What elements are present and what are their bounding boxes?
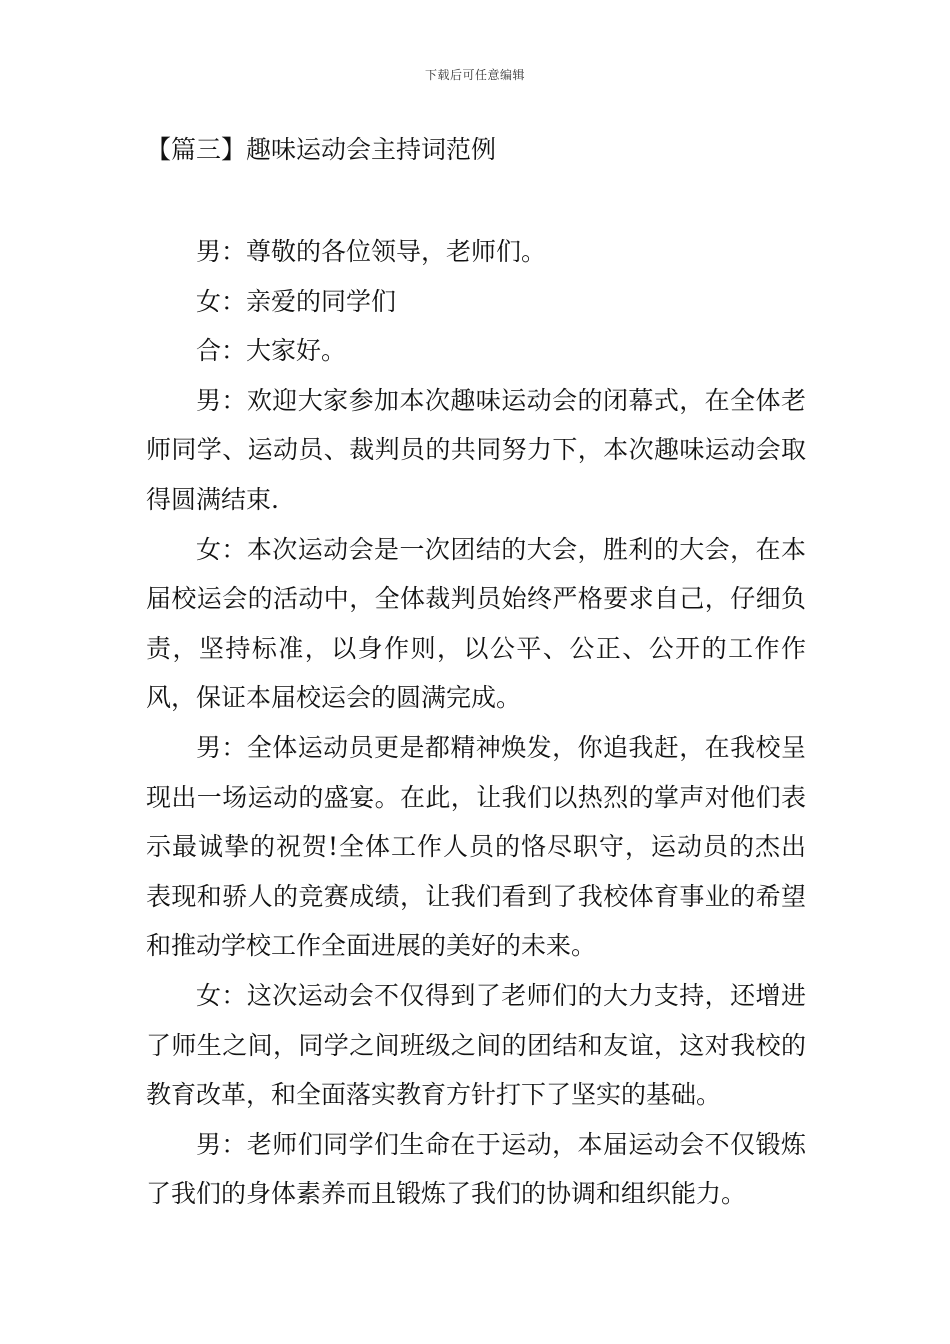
paragraph: 合：大家好。	[196, 336, 347, 366]
paragraph: 女：本次运动会是一次团结的大会，胜利的大会，在本届校运会的活动中，全体裁判员始终严格要求自己，仔细负责，坚持标准，以身作则，以公平、公正、公开的工作作风，保证本届校运会的圆满完成。	[146, 534, 806, 713]
paragraph: 男：欢迎大家参加本次趣味运动会的闭幕式，在全体老师同学、运动员、裁判员的共同努力下，本次趣味运动会取得圆满结束.	[146, 385, 806, 514]
paragraph: 女：这次运动会不仅得到了老师们的大力支持，还增进了师生之间，同学之间班级之间的团结和友谊，这对我校的教育改革，和全面落实教育方针打下了坚实的基础。	[146, 980, 806, 1110]
paragraph: 男：全体运动员更是都精神焕发，你追我赶，在我校呈现出一场运动的盛宴。在此，让我们以热烈的掌声对他们表示最诚挚的祝贺!全体工作人员的恪尽职守，运动员的杰出表现和骄人的竞赛成绩，让我们看到了我校体育事业的希望和推动学校工作全面进展的美好的未来。	[146, 732, 806, 961]
paragraph: 男：老师们同学们生命在于运动，本届运动会不仅锻炼了我们的身体素养而且锻炼了我们的协调和组织能力。	[146, 1129, 806, 1209]
paragraph: 女：亲爱的同学们	[196, 286, 397, 316]
header-note: 下载后可任意编辑	[424, 68, 525, 82]
paragraph: 男：尊敬的各位领导，老师们。	[196, 237, 547, 266]
document-body	[146, 227, 806, 1219]
document-title: 【篇三】趣味运动会主持词范例	[146, 135, 497, 164]
